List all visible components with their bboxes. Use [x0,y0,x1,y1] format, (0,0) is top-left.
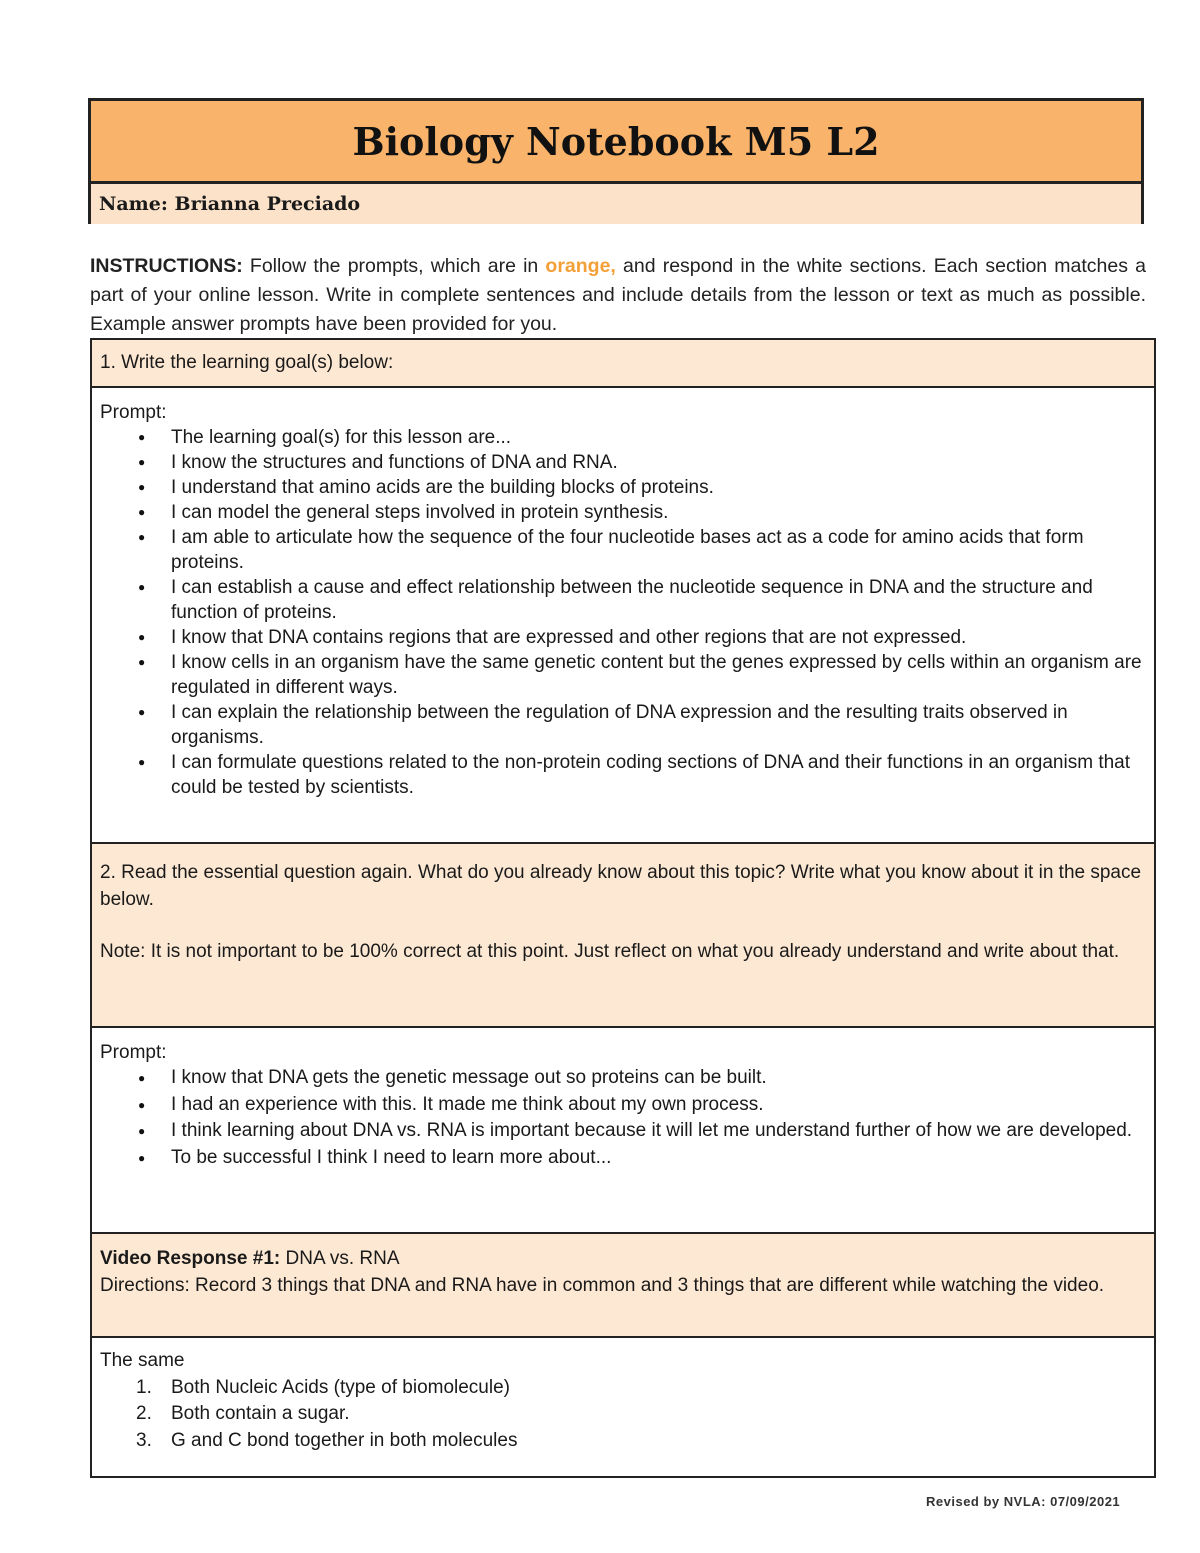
section2-prompt-label: Prompt: [100,1042,167,1063]
header-box [88,98,1144,224]
section1-goal-list [100,425,1146,800]
list-item: ● I can explain the relationship between the regulation of DNA expression and the resulting traits observed in organisms. [100,700,1146,750]
notebook-table [90,338,1156,1478]
instructions-text-after: and respond in the white sections. Each section matches a part of your online lesson. Write in complete sentences and include details from the lesson or text as much as possible. Example answer prompts have been provided for you. [90,255,1147,335]
name-row [91,184,1141,224]
list-item: ● I understand that amino acids are the building blocks of proteins. [100,475,1146,500]
name-value[interactable]: Brianna Preciado [174,193,361,215]
section2-prompt-list [100,1065,1146,1171]
revision-footer: Revised by NVLA: 07/09/2021 [926,1494,1121,1509]
section1-heading: 1. Write the learning goal(s) below: [100,352,394,373]
same-list [100,1375,1146,1455]
list-item: ● I can establish a cause and effect relationship between the nucleotide sequence in DNA and the structure and function of proteins. [100,575,1146,625]
list-item: ● I know cells in an organism have the same genetic content but the genes expressed by cells within an organism are regulated in different ways. [100,650,1146,700]
video-label: Video Response #1: [100,1248,281,1269]
list-item: ● I had an experience with this. It made me think about my own process. [100,1092,1146,1119]
list-item: ● I know the structures and functions of DNA and RNA. [100,450,1146,475]
instructions [90,252,1146,339]
section1-heading-row [92,340,1154,388]
section1-response-row[interactable] [92,388,1154,844]
section2-note: Note: It is not important to be 100% correct at this point. Just reflect on what you already understand and write about that. [100,941,1120,962]
title-row [91,101,1141,184]
list-item: ● The learning goal(s) for this lesson are... [100,425,1146,450]
list-item: 1. Both Nucleic Acids (type of biomolecule) [136,1376,510,1398]
section2-response-row[interactable] [92,1028,1154,1234]
list-item: 2. Both contain a sugar. [136,1403,350,1424]
video-topic: DNA vs. RNA [280,1248,400,1269]
video-directions: Directions: Record 3 things that DNA and RNA have in common and 3 things that are different while watching the video. [100,1274,1105,1296]
list-item: ● To be successful I think I need to learn more about... [100,1145,1146,1172]
list-item: ● I know that DNA contains regions that are expressed and other regions that are not expressed. [100,625,1146,650]
same-label: The same [100,1350,185,1371]
page-title: Biology Notebook M5 L2 [352,118,880,164]
video-response-row[interactable] [92,1338,1154,1476]
instructions-orange-word: orange, [545,255,616,277]
instructions-text-before: Follow the prompts, which are in [242,255,546,277]
list-item: ● I think learning about DNA vs. RNA is important because it will let me understand further of how we are developed. [100,1118,1146,1145]
list-item: ● I am able to articulate how the sequence of the four nucleotide bases act as a code for amino acids that form proteins. [100,525,1146,575]
section2-question-row [92,844,1154,1028]
list-item: ● I can formulate questions related to the non-protein coding sections of DNA and their functions in an organism that could be tested by scientists. [100,750,1146,800]
list-item: 3. G and C bond together in both molecules [136,1429,518,1451]
video-heading-row [92,1234,1154,1338]
section1-prompt-label: Prompt: [100,402,167,423]
section2-question: 2. Read the essential question again. What do you already know about this topic? Write what you know about it in the space below. [100,862,1142,910]
name-label: Name: [99,193,168,215]
list-item: ● I can model the general steps involved in protein synthesis. [100,500,1146,525]
instructions-label: INSTRUCTIONS: [90,255,243,277]
list-item: ● I know that DNA gets the genetic message out so proteins can be built. [100,1065,1146,1092]
